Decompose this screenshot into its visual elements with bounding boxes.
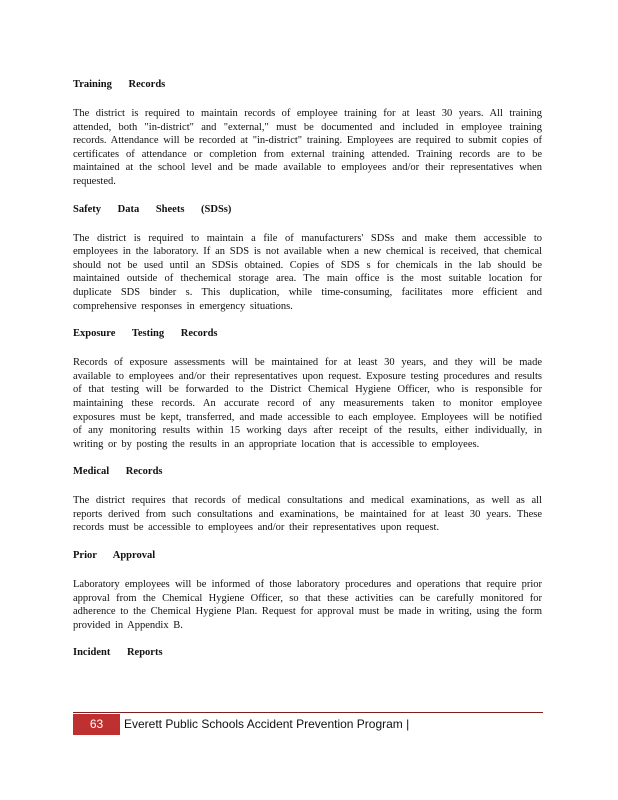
section-training-records bbox=[73, 78, 542, 189]
section-heading: Training Records bbox=[73, 79, 166, 90]
section-exposure-testing-records bbox=[73, 327, 542, 451]
section-paragraph: Records of exposure assessments will be maintained for at least 30 years, and they will be made available to employees and/or their representatives upon request. Exposure testing procedures and results of that testing will be forwarded to the District Chemical Hygiene Officer, who is responsible for maintaining these records. An accurate record of any measurements taken to monitor employee exposures must be kept, transferred, and made accessible to each employee. Employees will be notified of any monitoring results within 15 working days after receipt of the results, either individually, in writing or by posting the results in an appropriate location that is accessible to employees. bbox=[73, 357, 542, 450]
section-heading: Exposure Testing Records bbox=[73, 328, 218, 340]
page-number: 63 bbox=[73, 714, 120, 735]
section-safety-data-sheets bbox=[73, 203, 542, 314]
section-heading: Incident Reports bbox=[73, 647, 163, 659]
section-prior-approval bbox=[73, 549, 542, 632]
section-incident-reports bbox=[73, 646, 542, 659]
section-paragraph: The district is required to maintain records of employee training for at least 30 years. All training attended, both "in-district" and "external," must be documented and included in employee training records. Attendance will be recorded at "in-district" training. Employees are required to submit copies of certificates of attendance or completion from external training attended. Training records are to be maintained at the school level and be made available to employees and/or their representatives when requested. bbox=[73, 108, 542, 187]
document-body bbox=[73, 78, 542, 675]
section-heading: Medical Records bbox=[73, 466, 163, 478]
section-heading: Safety Data Sheets (SDSs) bbox=[73, 203, 232, 215]
page-footer bbox=[73, 713, 409, 735]
section-medical-records bbox=[73, 465, 542, 535]
section-heading: Prior Approval bbox=[73, 550, 156, 562]
section-paragraph: The district requires that records of medical consultations and medical examinations, as well as all reports derived from such consultations and examinations, be maintained for at least 30 years. These records must be accessible to employees and/or their representatives upon request. bbox=[73, 495, 542, 534]
section-paragraph: The district is required to maintain a file of manufacturers' SDSs and make them accessible to employees in the laboratory. If an SDS is not available when a new chemical is received, that chemical should not be used until an SDSis obtained. Copies of SDS s for chemicals in the lab should be maintained outside of thechemical storage area. The main office is the most suitable location for duplicate SDS binder s. This duplication, while time-consuming, facilitates more efficient and comprehensive responses in emergency situations. bbox=[73, 232, 542, 312]
footer-title: Everett Public Schools Accident Prevention Program | bbox=[124, 717, 410, 731]
section-paragraph: Laboratory employees will be informed of those laboratory procedures and operations that require prior approval from the Chemical Hygiene Officer, so that these activities can be carefully monitored for adherence to the Chemical Hygiene Plan. Request for approval must be made in writing, using the form provided in Appendix B. bbox=[73, 579, 542, 631]
